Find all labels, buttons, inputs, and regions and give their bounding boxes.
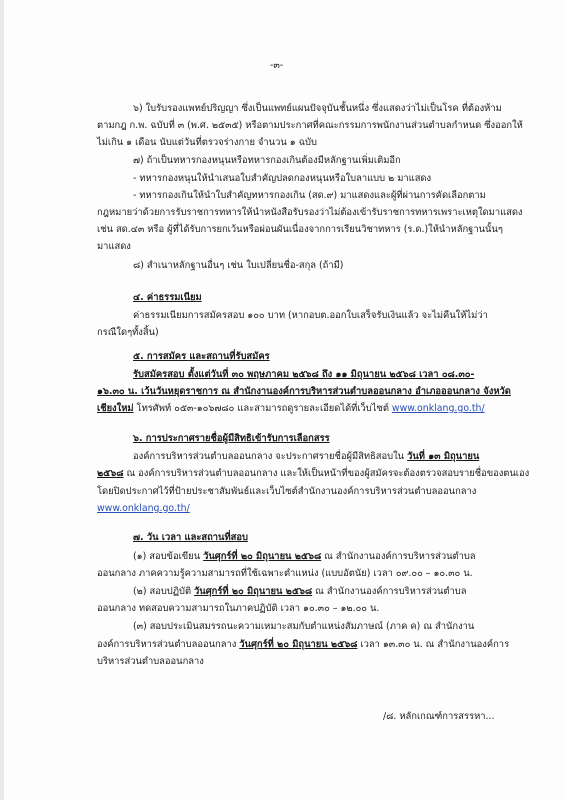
section6-website-link[interactable]: www.onklang.go.th/ — [97, 503, 190, 514]
section6-announce-year: ๒๕๖๘ — [97, 468, 124, 479]
exam-c-prefix: องค์การบริหารส่วนตำบลออนกลาง — [97, 639, 240, 650]
section5-line3 — [97, 403, 485, 415]
item6-line1: ๖) ใบรับรองแพทย์ปริญญา ซึ่งเป็นแพทย์แผนปัจจุบันชั้นหนึ่ง ซึ่งแสดงว่าไม่เป็นโรค ที่ต้องห้าม — [133, 103, 502, 114]
exam-b-label: (๒) สอบปฏิบัติ — [133, 586, 195, 597]
page-number: -๓- — [270, 60, 284, 71]
item7-line2: - ทหารกองหนุนให้นำเสนอใบสำคัญปลดกองหนุนหรือใบลาแบบ ๒ มาแสดง — [133, 173, 432, 184]
item6-line2: ตามกฎ ก.พ. ฉบับที่ ๓ (พ.ศ. ๒๕๓๕) หรือตามประกาศที่คณะกรรมการพนักงานส่วนตำบลกำหนด ซึ่งออกให้ — [97, 120, 523, 131]
section6-line1-text: องค์การบริหารส่วนตำบลออนกลาง จะประกาศรายชื่อผู้มีสิทธิสอบใน — [133, 451, 408, 462]
section5-contact: โทรศัพท์ ๐๕๓-๑๐๖๗๘๐ และสามารถดูรายละเอียดได้ที่เว็บไซต์ — [133, 403, 392, 414]
next-page-reference: /๘. หลักเกณฑ์การสรรหา... — [383, 711, 495, 722]
item6-line3: ไม่เกิน ๑ เดือน นับแต่วันที่ตรวจร่างกาย จำนวน ๑ ฉบับ — [97, 137, 317, 148]
exam-c-time: เวลา ๑๓.๓๐ น. ณ สำนักงานองค์การ — [357, 639, 510, 650]
exam-a-label: (๑) สอบข้อเขียน — [133, 551, 204, 562]
section6-line1 — [133, 451, 479, 463]
item7-line4: กฎหมายว่าด้วยการรับราชการทหารให้นำหนังสือรับรองว่าไม่ต้องเข้ารับราชการทหารเพราะเหตุใดมาแสดง — [97, 207, 523, 218]
section5-heading: ๕. การสมัคร และสถานที่รับสมัคร — [133, 351, 270, 362]
section7-c-line2 — [97, 639, 509, 651]
exam-a-date: วันศุกร์ที่ ๒๐ มิถุนายน ๒๕๖๘ — [203, 551, 322, 562]
exam-a-place: ณ สำนักงานองค์การบริหารส่วนตำบล — [321, 551, 476, 562]
exam-c-date: วันศุกร์ที่ ๒๐ มิถุนายน ๒๕๖๘ — [239, 639, 358, 650]
section5-line2: ๑๖.๓๐ น. เว้นวันหยุดราชการ ณ สำนักงานองค์การบริหารส่วนตำบลออนกลาง อำเภอออนกลาง จังหวัด — [97, 386, 511, 397]
section6-line2 — [97, 468, 529, 480]
exam-b-date: วันศุกร์ที่ ๒๐ มิถุนายน ๒๕๖๘ — [194, 586, 313, 597]
exam-b-place: ณ สำนักงานองค์การบริหารส่วนตำบล — [312, 586, 467, 597]
section6-announce-date: วันที่ ๑๓ มิถุนายน — [407, 451, 480, 462]
item7-line3: - ทหารกองเกินให้นำใบสำคัญทหารกองเกิน (สด.๙) มาแสดงและผู้ที่ผ่านการคัดเลือกตาม — [133, 190, 486, 201]
item8-line: ๘) สำเนาหลักฐานอื่นๆ เช่น ใบเปลี่ยนชื่อ-สกุล (ถ้ามี) — [133, 260, 344, 271]
section7-c-line1: (๓) สอบประเมินสมรรถนะความเหมาะสมกับตำแหน่งสัมภาษณ์ (ภาค ค) ณ สำนักงาน — [133, 621, 475, 632]
section6-heading: ๖. การประกาศรายชื่อผู้มีสิทธิเข้ารับการเลือกสรร — [133, 433, 330, 444]
section6-line4 — [97, 503, 190, 515]
section4-heading: ๔. ค่าธรรมเนียม — [133, 292, 202, 303]
scan-edge — [0, 0, 4, 800]
section7-b-line2: ออนกลาง ทดสอบความสามารถในภาคปฏิบัติ เวลา ๑๐.๓๐ – ๑๒.๐๐ น. — [97, 603, 380, 614]
section5-website-link[interactable]: www.onklang.go.th/ — [391, 403, 485, 414]
section7-c-line3: บริหารส่วนตำบลออนกลาง — [97, 656, 204, 667]
section7-b-line1 — [133, 586, 467, 598]
item7-line5: เช่น สด.๔๓ หรือ ผู้ที่ได้รับการยกเว้นหรือผ่อนผันเนื่องจากการเรียนวิชาทหาร (ร.ด.)ให้นำหลักฐานนั้นๆ — [97, 224, 503, 235]
item7-line1: ๗) ถ้าเป็นทหารกองหนุนหรือทหารกองเกินต้องมีหลักฐานเพิ่มเติมอีก — [133, 155, 401, 166]
section6-line2-text: ณ องค์การบริหารส่วนตำบลออนกลาง และให้เป็นหน้าที่ของผู้สมัครจะต้องตรวจสอบรายชื่อของตนเอง — [123, 468, 530, 479]
section7-a-line1 — [133, 551, 476, 563]
section5-line1: รับสมัครสอบ ตั้งแต่วันที่ ๓๐ พฤษภาคม ๒๕๖๘ ถึง ๑๑ มิถุนายน ๒๕๖๘ เวลา ๐๘.๓๐- — [133, 369, 475, 380]
section6-line3: โดยปิดประกาศไว้ที่ป้ายประชาสัมพันธ์และเว็บไซต์สำนักงานองค์การบริหารส่วนตำบลออนกลาง — [97, 486, 477, 497]
section7-heading: ๗. วัน เวลา และสถานที่สอบ — [133, 532, 248, 543]
item7-line6: มาแสดง — [97, 241, 131, 252]
section5-province: เชียงใหม่ — [97, 403, 134, 414]
section4-line1: ค่าธรรมเนียมการสมัครสอบ ๑๐๐ บาท (หากอบต.ออกใบเสร็จรับเงินแล้ว จะไม่คืนให้ไม่ว่า — [133, 310, 488, 321]
section7-a-line2: ออนกลาง ภาคความรู้ความสามารถที่ใช้เฉพาะตำแหน่ง (แบบอัตนัย) เวลา ๐๙.๐๐ – ๑๐.๓๐ น. — [97, 568, 473, 579]
section4-line2: กรณีใดๆทั้งสิ้น) — [97, 327, 159, 338]
